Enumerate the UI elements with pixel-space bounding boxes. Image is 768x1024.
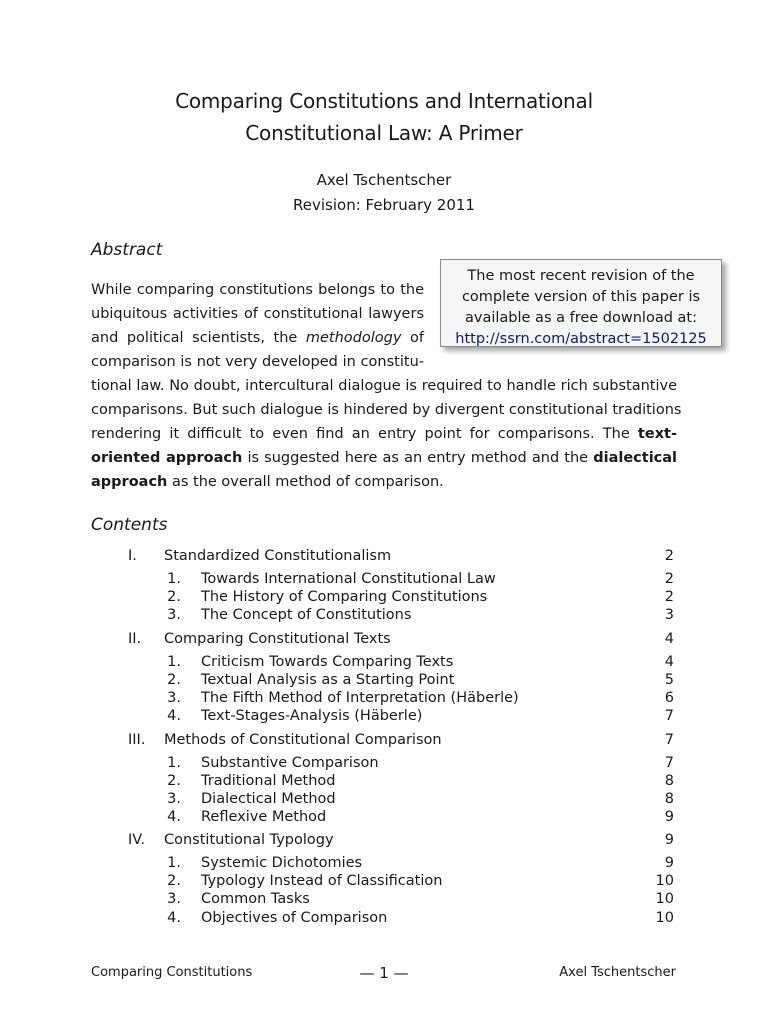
toc-entry-number: 1. — [167, 755, 181, 771]
abstract-line — [91, 446, 677, 470]
footer-running-title: Comparing Constitutions — [91, 965, 253, 980]
abstract-emphasis: methodology — [305, 330, 402, 346]
toc-page-number: 3 — [664, 607, 674, 623]
abstract-bold: approach — [91, 474, 168, 490]
abstract-line: comparison is not very developed in constitu- — [91, 354, 424, 370]
toc-page-number: 10 — [655, 891, 674, 907]
toc-entry-number: 1. — [167, 855, 181, 871]
toc-entry-title: Traditional Method — [201, 773, 336, 789]
toc-entry-title: The Fifth Method of Interpretation (Häberle) — [201, 690, 519, 706]
toc-page-number: 5 — [664, 672, 674, 688]
toc-section-title: Methods of Constitutional Comparison — [164, 732, 442, 748]
toc-page-number: 2 — [664, 548, 674, 564]
toc-entry-number: 1. — [167, 571, 181, 587]
toc-entry-title: Dialectical Method — [201, 791, 336, 807]
download-notice-box — [440, 259, 722, 347]
toc-entry-number: 3. — [167, 891, 181, 907]
toc-section-title: Constitutional Typology — [164, 832, 334, 848]
toc-section-number: II. — [128, 631, 142, 647]
paper-title-line-1: Comparing Constitutions and International — [175, 89, 593, 113]
toc-page-number: 7 — [664, 755, 674, 771]
paper-title-line-2: Constitutional Law: A Primer — [245, 121, 523, 145]
abstract-text: rendering it difficult to even find an entry point for comparisons. The — [91, 426, 630, 442]
toc-entry-number: 2. — [167, 589, 181, 605]
abstract-text: and political scientists, the — [91, 330, 298, 346]
toc-entry-title: Towards International Constitutional Law — [201, 571, 496, 587]
toc-page-number: 6 — [664, 690, 674, 706]
toc-page-number: 2 — [664, 589, 674, 605]
toc-page-number: 10 — [655, 910, 674, 926]
abstract-line: tional law. No doubt, intercultural dialogue is required to handle rich substantive — [91, 378, 677, 394]
abstract-line: While comparing constitutions belongs to the — [91, 282, 424, 298]
toc-entry-number: 2. — [167, 672, 181, 688]
toc-entry-number: 4. — [167, 708, 181, 724]
toc-entry-number: 4. — [167, 809, 181, 825]
abstract-bold: oriented approach — [91, 450, 243, 466]
toc-entry-title: Substantive Comparison — [201, 755, 379, 771]
abstract-line — [91, 422, 677, 446]
toc-entry-number: 3. — [167, 690, 181, 706]
abstract-bold: dialectical — [593, 450, 678, 466]
toc-page-number: 9 — [664, 855, 674, 871]
toc-page-number: 8 — [664, 791, 674, 807]
abstract-text: as the overall method of comparison. — [171, 474, 444, 490]
toc-entry-number: 3. — [167, 607, 181, 623]
toc-page-number: 4 — [664, 654, 674, 670]
toc-page-number: 9 — [664, 809, 674, 825]
notice-line-3: available as a free download at: — [465, 310, 697, 326]
abstract-bold: text- — [637, 426, 677, 442]
revision-date: Revision: February 2011 — [293, 196, 475, 214]
ssrn-download-link[interactable]: http://ssrn.com/abstract=1502125 — [455, 331, 707, 347]
toc-entry-number: 3. — [167, 791, 181, 807]
toc-entry-title: The History of Comparing Constitutions — [201, 589, 488, 605]
toc-entry-number: 4. — [167, 910, 181, 926]
toc-entry-title: Reflexive Method — [201, 809, 327, 825]
abstract-text: of — [410, 330, 425, 346]
abstract-line — [91, 470, 677, 494]
toc-page-number: 2 — [664, 571, 674, 587]
toc-page-number: 10 — [655, 873, 674, 889]
toc-entry-number: 2. — [167, 873, 181, 889]
toc-page-number: 9 — [664, 832, 674, 848]
toc-section-number: III. — [128, 732, 146, 748]
abstract-line — [91, 326, 424, 350]
abstract-heading: Abstract — [91, 240, 163, 260]
toc-entry-number: 2. — [167, 773, 181, 789]
footer-author: Axel Tschentscher — [559, 965, 676, 980]
abstract-text: is suggested here as an entry method and the — [247, 450, 589, 466]
toc-entry-title: Common Tasks — [201, 891, 310, 907]
notice-line-1: The most recent revision of the — [467, 268, 695, 284]
toc-section-title: Comparing Constitutional Texts — [164, 631, 391, 647]
toc-entry-title: Systemic Dichotomies — [201, 855, 363, 871]
toc-entry-number: 1. — [167, 654, 181, 670]
toc-entry-title: Textual Analysis as a Starting Point — [201, 672, 455, 688]
toc-page-number: 7 — [664, 708, 674, 724]
toc-section-title: Standardized Constitutionalism — [164, 548, 392, 564]
toc-entry-title: Criticism Towards Comparing Texts — [201, 654, 454, 670]
abstract-line: ubiquitous activities of constitutional lawyers — [91, 306, 424, 322]
toc-page-number: 7 — [664, 732, 674, 748]
footer-page-number: — 1 — — [359, 964, 409, 982]
toc-entry-title: Text-Stages-Analysis (Häberle) — [201, 708, 423, 724]
abstract-line: comparisons. But such dialogue is hindered by divergent constitutional traditions — [91, 402, 682, 418]
contents-heading: Contents — [91, 515, 168, 535]
toc-section-number: IV. — [128, 832, 145, 848]
toc-entry-title: Objectives of Comparison — [201, 910, 388, 926]
author-name: Axel Tschentscher — [316, 171, 452, 189]
toc-entry-title: Typology Instead of Classification — [201, 873, 443, 889]
notice-line-2: complete version of this paper is — [461, 289, 701, 305]
toc-entry-title: The Concept of Constitutions — [201, 607, 412, 623]
toc-section-number: I. — [128, 548, 137, 564]
toc-page-number: 8 — [664, 773, 674, 789]
toc-page-number: 4 — [664, 631, 674, 647]
